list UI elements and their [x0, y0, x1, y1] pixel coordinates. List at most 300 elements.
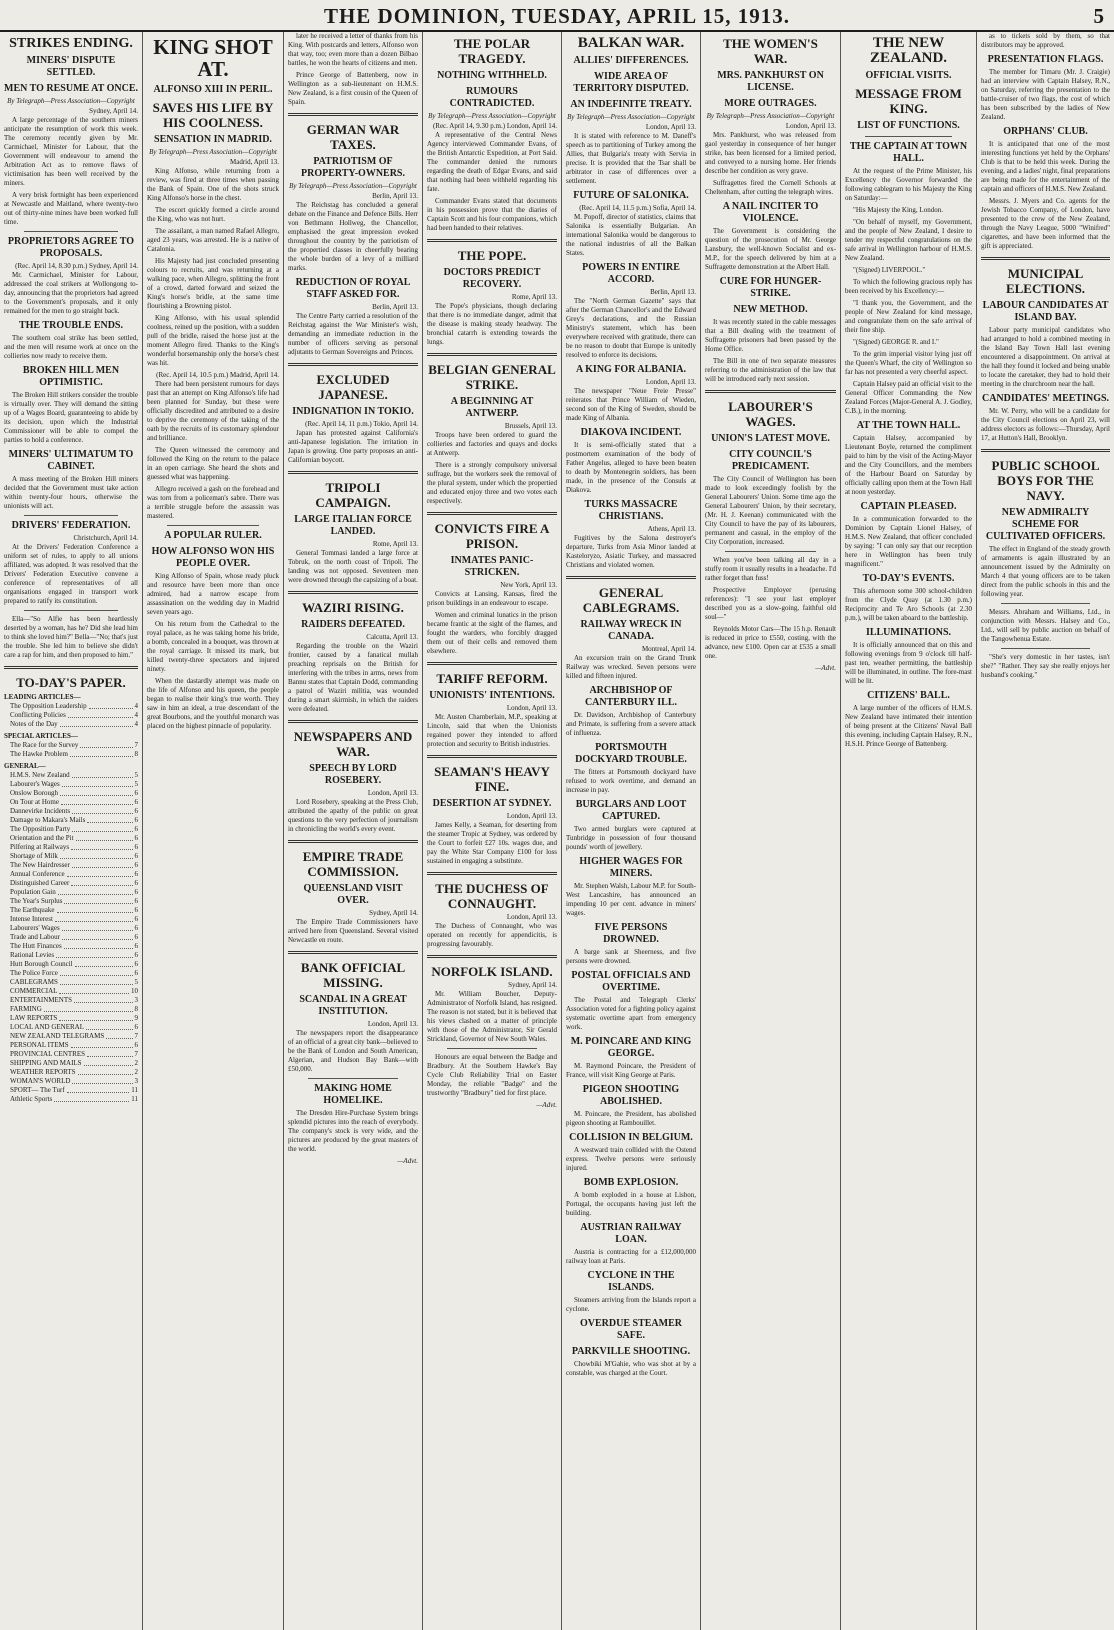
toc-leader — [60, 720, 133, 727]
subhead: FIVE PERSONS DROWNED. — [594, 922, 668, 945]
subhead: COLLISION IN BELGIUM. — [569, 1132, 693, 1143]
divider — [288, 363, 418, 366]
subhead: SENSATION IN MADRID. — [154, 134, 272, 145]
toc-entry-title: Hutt Borough Council — [10, 960, 73, 968]
subhead: CITIZENS' BALL. — [867, 690, 950, 701]
toc-entry — [4, 888, 138, 897]
article-paragraph: Suffragettes fired the Cornell Schools at Cheltenham, after cutting the telegraph wires. — [705, 179, 836, 196]
article-paragraph: It is semi-officially stated that a postmortem examination of the body of Father Angelus, alleged to have been beaten to death by Montenegrin soldiers, has been made, in the presence of the Consuls at Diakova. — [566, 441, 696, 494]
toc-entry — [4, 1041, 138, 1050]
headline-waziri: WAZIRI RISING. — [302, 600, 404, 615]
toc-entry-page: 6 — [134, 933, 138, 941]
subhead: BROKEN HILL MEN OPTIMISTIC. — [22, 365, 120, 388]
headline-todays-paper: TO-DAY'S PAPER. — [16, 675, 126, 690]
article-paragraph: Mr. Stephen Walsh, Labour M.P. for South-West Lancashire, has announced an impending 10 per cent. advance in miners' wages. — [566, 882, 696, 917]
divider — [288, 840, 418, 843]
article-paragraph: M. Raymond Poincare, the President of France, will visit King George at Paris. — [566, 1062, 696, 1079]
headline-the-pope: THE POPE. — [457, 248, 527, 263]
toc-entry-page: 11 — [131, 1095, 138, 1103]
subhead: UNION'S LATEST MOVE. — [711, 433, 830, 444]
toc-entry-title: Damage to Makara's Mails — [10, 816, 86, 824]
toc-entry — [4, 741, 138, 750]
subhead: AN INDEFINITE TREATY. — [570, 99, 692, 110]
toc-leader — [64, 942, 133, 949]
subhead: NEW METHOD. — [733, 304, 808, 315]
toc-entry-title: LAW REPORTS — [10, 1014, 58, 1022]
subhead: PORTSMOUTH DOCKYARD TROUBLE. — [575, 742, 687, 765]
toc-entry — [4, 978, 138, 987]
article-paragraph: The Centre Party carried a resolution of the Reichstag against the War Minister's wish, demanding an immediate reduction in the number of officers serving as personal adjutants to German Sovereigns and Princes. — [288, 312, 418, 356]
toc-leader — [67, 870, 133, 877]
article-paragraph: It is stated with reference to M. Daneff's speech as to partitioning of Turkey among the Allies, that Bulgaria's treaty with Servia in precise. It is provided that the Tsar shall be arbitrator in case of differences over a settlement. — [566, 132, 696, 185]
toc-entry-page: 6 — [134, 825, 138, 833]
toc-entry-page: 6 — [134, 1041, 138, 1049]
subhead: MEN TO RESUME AT ONCE. — [4, 83, 139, 94]
subhead: POWERS IN ENTIRE ACCORD. — [582, 262, 680, 285]
toc-leader — [87, 816, 132, 823]
article-paragraph: This afternoon some 300 school-children from the Clyde Quay (at 1.30 p.m.) Reciprocity and Te Aro Schools (at 2.30 p.m.), will be taken aboard to the battleship. — [845, 587, 972, 622]
article-paragraph: Dr. Davidson, Archbishop of Canterbury and Primate, is suffering from a severe attack of influenza. — [566, 711, 696, 737]
subhead: INMATES PANIC-STRICKEN. — [450, 555, 534, 578]
toc-entry — [4, 1032, 138, 1041]
toc-entry-title: Athletic Sports — [10, 1095, 53, 1103]
subhead: DESERTION AT SYDNEY. — [432, 798, 552, 809]
article-paragraph: King Alfonso, while returning from a review, was fired at three times when passing the Bank of Spain. One of the shots struck King Alfonso's horse in the chest. — [147, 167, 279, 202]
article-paragraph: The City Council of Wellington has been made to look exceedingly foolish by the General Labourers' Union. Some time ago the General Labourers' Union, by their secretary, (Mr. H. J. Keenan) communicated with the City Council to have the pay of its labourers, permanent and casual, in the employ of the City Corporation, increased. — [705, 475, 836, 546]
toc-entry-title: Dannevirke Incidents — [10, 807, 71, 815]
toc-entry — [4, 702, 138, 711]
toc-entry-page: 7 — [134, 1032, 138, 1040]
toc-leader — [71, 879, 132, 886]
toc-entry-title: The Race for the Survey — [10, 741, 79, 749]
article-paragraph: M. Poincare, the President, has abolished pigeon shooting at Rambouillet. — [566, 1110, 696, 1127]
toc-entry — [4, 942, 138, 951]
toc-entry-title: Annual Conference — [10, 870, 65, 878]
article-paragraph: Women and criminal lunatics in the prison became frantic at the sight of the flames, and fought the warders, who forcibly dragged them out of their cells and removed them elsewhere. — [427, 611, 557, 655]
toc-entry-title: Intense Interest — [10, 915, 53, 923]
toc-entry-page: 6 — [134, 915, 138, 923]
toc-entry — [4, 879, 138, 888]
toc-entry-title: PERSONAL ITEMS — [10, 1041, 69, 1049]
toc-entry-title: The Opposition Leadership — [10, 702, 87, 710]
divider — [167, 525, 259, 526]
headline-public-school-boys: PUBLIC SCHOOL BOYS FOR THE NAVY. — [991, 458, 1100, 503]
subhead: BURGLARS AND LOOT CAPTURED. — [575, 799, 687, 822]
toc-entry-title: Shortage of Milk — [10, 852, 58, 860]
toc-leader — [72, 807, 132, 814]
article-paragraph: Japan has protested against California's anti-Japanese legislation. The irritation in Japan is growing. One party proposes an anti-Californian boycott. — [288, 429, 418, 464]
divider — [427, 512, 557, 515]
subhead: NOTHING WITHHELD. — [437, 70, 547, 81]
subhead: DOCTORS PREDICT RECOVERY. — [443, 267, 541, 290]
article-paragraph: A very brisk fortnight has been experienced at Newcastle and Maitland, where twenty-two out of thirty-nine mines have been worked full time. — [4, 191, 138, 226]
toc-list — [4, 771, 138, 978]
dateline: London, April 13. — [367, 1020, 418, 1028]
column-2 — [143, 32, 284, 1630]
toc-entry-title: The Earthquake — [10, 906, 55, 914]
headline-polar-tragedy: THE POLAR TRAGEDY. — [453, 36, 531, 66]
divider — [24, 610, 118, 611]
article-paragraph: An excursion train on the Grand Trunk Railway was wrecked. Seven persons were killed and fifteen injured. — [566, 654, 696, 680]
toc-entry — [4, 996, 138, 1005]
toc-entry-title: SHIPPING AND MAILS — [10, 1059, 82, 1067]
toc-entry-title: ENTERTAINMENTS — [10, 996, 73, 1004]
toc-entry-page: 10 — [131, 987, 138, 995]
toc-leader — [44, 1005, 133, 1012]
toc-entry — [4, 816, 138, 825]
toc-entry-title: LOCAL AND GENERAL — [10, 1023, 85, 1031]
divider — [447, 1048, 537, 1049]
toc-leader — [60, 789, 132, 796]
toc-entry-page: 6 — [134, 798, 138, 806]
toc-entry-title: COMMERCIAL — [10, 987, 58, 995]
subhead: LIST OF FUNCTIONS. — [857, 120, 960, 131]
subhead: CURE FOR HUNGER-STRIKE. — [719, 276, 822, 299]
article-paragraph: Mr. William Boucher, Deputy-Administrator of Norfolk Island, has resigned. The reason is not stated, but it is believed that his views clashed on a matter of principle with those of the Administrator, Sir Gerald Strickland, Governor of New South Wales. — [427, 990, 557, 1043]
toc-leader — [59, 987, 129, 994]
article-paragraph: Mrs. Pankhurst, who was released from gaol yesterday in consequence of her hunger strike, has been licensed for a limited period, and conveyed to a nursing home. Her friends describe her condition as very grave. — [705, 131, 836, 175]
toc-entry — [4, 924, 138, 933]
toc-entry-page: 3 — [134, 996, 138, 1004]
toc-entry-title: Labourer's Wages — [10, 780, 60, 788]
divider — [981, 449, 1110, 452]
toc-entry-title: Population Gain — [10, 888, 56, 896]
subhead: RAILWAY WRECK IN CANADA. — [580, 619, 682, 642]
toc-entry-page: 4 — [134, 711, 138, 719]
toc-entry-title: CABLEGRAMS — [10, 978, 58, 986]
article-paragraph: Lord Rosebery, speaking at the Press Club, attributed the apathy of the public on great questions to the very perfection of journalism in chronicling the world's every event. — [288, 798, 418, 833]
toc-leader — [75, 960, 133, 967]
subhead: SCANDAL IN A GREAT INSTITUTION. — [299, 994, 407, 1017]
article-paragraph: Convicts at Lansing, Kansas, fired the prison buildings in an endeavour to escape. — [427, 590, 557, 607]
toc-entry — [4, 720, 138, 729]
subhead: SPEECH BY LORD ROSEBERY. — [309, 763, 397, 786]
toc-leader — [67, 1086, 130, 1093]
subhead: AT THE TOWN HALL. — [856, 420, 961, 431]
subhead: A NAIL INCITER TO VIOLENCE. — [722, 201, 819, 224]
divider — [427, 755, 557, 758]
dateline: Montreal, April 14. — [641, 645, 696, 653]
divider — [725, 551, 816, 552]
subhead: M. POINCARE AND KING GEORGE. — [570, 1036, 692, 1059]
toc-entry — [4, 798, 138, 807]
article-paragraph: King Alfonso, with his usual splendid coolness, reined up the position, with a sudden pull of the bridle, raised the horse just at the moment Allegro fired. Thanks to the King's wonderful horsemanship only the horse's chest was hit. — [147, 314, 279, 367]
subhead: ILLUMINATIONS. — [865, 627, 952, 638]
headline-bank-official: BANK OFFICIAL MISSING. — [300, 960, 406, 990]
toc-entry-page: 6 — [134, 960, 138, 968]
toc-entry — [4, 906, 138, 915]
subhead: POSTAL OFFICIALS AND OVERTIME. — [571, 970, 691, 993]
subhead: NEW ADMIRALTY SCHEME FOR CULTIVATED OFFICERS. — [985, 507, 1106, 542]
article-paragraph: The Pope's physicians, though declaring that there is no immediate danger, admit that the disease is making steady headway. The bronchial catarrh is extending towards the lungs. — [427, 302, 557, 346]
toc-entry-page: 6 — [134, 951, 138, 959]
article-paragraph: Troops have been ordered to guard the collieries and factories and quays and docks at Antwerp. — [427, 431, 557, 457]
article-paragraph: A westward train collided with the Ostend express. Twelve persons were seriously injured. — [566, 1146, 696, 1172]
article-paragraph: Honours are equal between the Badge and Bradbury. At the Southern Hawke's Bay Cycle Club Reliability Trial on Easter Monday, the reliable "Badge" and the trustworthy "Bradbury" tied for first place. — [427, 1053, 557, 1097]
toc-entry-page: 6 — [134, 852, 138, 860]
article-paragraph: It was recently stated in the cable messages that a Bill dealing with the treatment of Suffragette prisoners had been passed by the Home Office. — [705, 318, 836, 353]
article-paragraph: There is a strongly compulsory universal suffrage, but the workers seek the removal of the plural system, under which the propertied and educated enjoy three and two votes each respectively. — [427, 461, 557, 505]
toc-leader — [60, 978, 133, 985]
subhead: A POPULAR RULER. — [164, 530, 262, 541]
toc-entry-page: 7 — [134, 1050, 138, 1058]
toc-entry-page: 6 — [134, 906, 138, 914]
toc-entry — [4, 711, 138, 720]
toc-leader — [74, 996, 132, 1003]
divider — [427, 955, 557, 958]
article-paragraph: The Duchess of Connaught, who was operated on recently for appendicitis, is progressing favourably. — [427, 922, 557, 948]
toc-section: LEADING ARTICLES— — [4, 693, 81, 701]
subhead: RUMOURS CONTRADICTED. — [449, 86, 535, 109]
subhead: CANDIDATES' MEETINGS. — [981, 393, 1110, 404]
article-paragraph: It is anticipated that one of the most interesting functions yet held by the Orphans' Club is that to be held this week. During the evening, and a ladies' night, final preparations are being made for the entertainment of the captain and officers of H.M.S. New Zealand. — [981, 140, 1110, 193]
dateline: London, April 13. — [645, 378, 696, 386]
toc-list — [4, 978, 138, 1104]
divider — [705, 390, 836, 393]
toc-entry-title: WOMAN'S WORLD — [10, 1077, 71, 1085]
subhead: DIAKOVA INCIDENT. — [580, 427, 682, 438]
subhead: MESSAGE FROM KING. — [855, 86, 962, 116]
toc-leader — [84, 1059, 133, 1066]
subhead: WIDE AREA OF TERRITORY DISPUTED. — [573, 71, 689, 94]
toc-entry-page: 6 — [134, 789, 138, 797]
toc-entry-page: 6 — [134, 861, 138, 869]
headline-empire-trade: EMPIRE TRADE COMMISSION. — [302, 849, 404, 879]
toc-entry — [4, 1059, 138, 1068]
article-paragraph: To which the following gracious reply has been received by his Excellency:— — [845, 278, 972, 295]
column-5 — [562, 32, 701, 1630]
divider — [1001, 648, 1090, 649]
divider — [308, 1078, 398, 1079]
subhead: OFFICIAL VISITS. — [865, 70, 952, 81]
dateline: (Rec. April 14, 11.5 p.m.) Sofia, April 14. — [579, 204, 696, 212]
toc-entry-page: 5 — [134, 771, 138, 779]
toc-entry — [4, 771, 138, 780]
toc-entry — [4, 1023, 138, 1032]
headline-strikes: STRIKES ENDING. — [9, 36, 133, 51]
toc-entry-page: 9 — [134, 1014, 138, 1022]
toc-entry — [4, 897, 138, 906]
article-paragraph: A mass meeting of the Broken Hill miners decided that the Government must take action within twenty-four hours, otherwise the unionists will act. — [4, 475, 138, 510]
subhead: DRIVERS' FEDERATION. — [11, 520, 131, 531]
dateline: London, April 13. — [785, 122, 836, 130]
toc-entry — [4, 969, 138, 978]
toc-leader — [71, 843, 132, 850]
article-paragraph: King Alfonso of Spain, whose ready pluck and resource have been more than once admired, had a narrow escape from assassination on the wedding day in Madrid seven years ago. — [147, 572, 279, 616]
subhead: PROPRIETORS AGREE TO PROPOSALS. — [7, 236, 135, 259]
dateline: Rome, April 13. — [511, 293, 557, 301]
column-1 — [0, 32, 143, 1630]
toc-leader — [80, 741, 132, 748]
subhead: LARGE ITALIAN FORCE LANDED. — [294, 514, 412, 537]
toc-entry-page: 4 — [134, 702, 138, 710]
article-paragraph: The Queen witnessed the ceremony and followed the King on the return to the palace in an open carriage. She heard the shots and guessed what was happening. — [147, 446, 279, 481]
headline-convicts-fire: CONVICTS FIRE A PRISON. — [434, 521, 550, 551]
toc-entry-page: 6 — [134, 807, 138, 815]
toc-section: GENERAL— — [4, 762, 46, 770]
article-paragraph: later he received a letter of thanks from his King. With postcards and letters, Alfonso won that way, too; even more than a dozen Bilbao battles, he won the hearts of citizens and men. — [288, 32, 418, 67]
article-paragraph: Mr. W. Perry, who will be a candidate for the City Council elections on April 23, will address electors as follows:—Thursday, April 17, at Hutton's Hall, Brooklyn. — [981, 407, 1110, 442]
article-paragraph: Ella—"So Alfie has been heartlessly deserted by a woman, has he? Did she lead him to think she loved him?" Bella—"No; that's just the trouble. She led him to believe she didn't care a rap for him, and then proposed to him." — [4, 615, 138, 659]
headline-king-shot: KING SHOT AT. — [153, 35, 273, 81]
article-paragraph: "His Majesty the King, London. — [853, 206, 943, 214]
toc-leader — [70, 750, 133, 757]
article-paragraph: The Reichstag has concluded a general debate on the Finance and Defence Bills. Herr von Bethmann Hollweg, the Chancellor, emphasised the great impression evoked throughout the country by the patriotism of the propertied classes in cheerfully bearing the whole burden of a levy of a milliard marks. — [288, 201, 418, 272]
headline-tripoli: TRIPOLI CAMPAIGN. — [315, 480, 391, 510]
article-paragraph: A large number of the officers of H.M.S. New Zealand have intimated their intention of being present at the Citizens' Naval Ball this evening, including Captain Halsey, R.N., H.S.H. Prince George of Battenberg. — [845, 704, 972, 748]
dateline: (Rec. April 14, 9.30 p.m.) London, April 14. — [432, 122, 557, 130]
toc-entry-title: NEW ZEALAND TELEGRAMS — [10, 1032, 105, 1040]
toc-section: SPECIAL ARTICLES— — [4, 732, 78, 740]
toc-leader — [59, 1014, 132, 1021]
article-paragraph: Mr. Austen Chamberlain, M.P., speaking at Lincoln, said that when the Unionists regained power they intended to afford protection and security to British industries. — [427, 713, 557, 748]
toc-entry-title: WEATHER REPORTS — [10, 1068, 76, 1076]
article-paragraph: Chowbiki M'Gahie, who was shot at by a constable, was charged at the Court. — [566, 1360, 696, 1377]
toc-leader — [89, 702, 133, 709]
toc-leader — [71, 1041, 133, 1048]
toc-entry — [4, 951, 138, 960]
divider — [427, 353, 557, 356]
toc-entry-page: 6 — [134, 888, 138, 896]
headline-labourers-wages: LABOURER'S WAGES. — [728, 399, 813, 429]
toc-entry-title: Conflicting Policies — [10, 711, 66, 719]
article-paragraph: The assailant, a man named Rafael Allegro, aged 23 years, was arrested. He is a native of Catalonia. — [147, 227, 279, 253]
headline-tariff-reform: TARIFF REFORM. — [436, 671, 548, 686]
toc-leader — [87, 1050, 133, 1057]
toc-entry-title: The Police Force — [10, 969, 58, 977]
dateline: Berlin, April 13. — [372, 303, 418, 311]
toc-entry — [4, 1068, 138, 1077]
toc-entry — [4, 1095, 138, 1104]
subhead: RAIDERS DEFEATED. — [301, 619, 405, 630]
article-paragraph: There had been persistent rumours for days past that an attempt on King Alfonso's life had been planned for Sunday, but these were officially discredited and attributed to a desire to deprive the ceremony of the taking of the oath by the recruits of its customary splendour and brilliance. — [147, 380, 279, 442]
article-paragraph: The southern coal strike has been settled, and the men will resume work at once on the collieries now ready to receive them. — [4, 334, 138, 360]
article-paragraph: The member for Timaru (Mr. J. Craigie) had an interview with Captain Halsey, R.N., on Saturday, referring the presentation to the battle-cruiser of two flags, the cost of which has been subscribed by the ladies of New Zealand. — [981, 68, 1110, 121]
toc-leader — [68, 711, 133, 718]
byline: By Telegraph—Press Association—Copyright — [428, 112, 556, 120]
toc-leader — [76, 834, 133, 841]
subhead: REDUCTION OF ROYAL STAFF ASKED FOR. — [295, 277, 411, 300]
toc-entry — [4, 789, 138, 798]
article-paragraph: The Government is considering the question of the prosecution of Mr. George Lansbury, the well-known Socialist and ex-M.P., for the speech delivered by him at a Suffragette demonstration at the Albert Hall. — [705, 227, 836, 271]
subhead: TURKS MASSACRE CHRISTIANS. — [584, 499, 678, 522]
divider — [981, 257, 1110, 260]
byline: By Telegraph—Press Association—Copyright — [567, 113, 695, 121]
toc-entry-title: Onslow Borough — [10, 789, 59, 797]
divider — [288, 720, 418, 723]
toc-list — [4, 741, 138, 759]
subhead: ARCHBISHOP OF CANTERBURY ILL. — [584, 685, 678, 708]
divider — [288, 591, 418, 594]
subhead: MINERS' ULTIMATUM TO CABINET. — [8, 449, 134, 472]
toc-entry — [4, 750, 138, 759]
dateline: London, April 13. — [506, 913, 557, 921]
subhead: UNIONISTS' INTENTIONS. — [429, 690, 555, 701]
toc-leader — [78, 1068, 133, 1075]
byline: By Telegraph—Press Association—Copyright — [706, 112, 835, 120]
subhead: LABOUR CANDIDATES AT ISLAND BAY. — [982, 300, 1109, 323]
column-6 — [701, 32, 841, 1630]
dateline: Brussels, April 13. — [504, 422, 557, 430]
toc-entry-page: 5 — [134, 978, 138, 986]
divider — [24, 515, 118, 516]
headline-excluded-japanese: EXCLUDED JAPANESE. — [316, 372, 390, 402]
article-paragraph: The newspaper "Neue Freie Presse" reiterates that Prince William of Wieden, second son of the King of Sweden, should be made King of Albania. — [566, 387, 696, 422]
toc-entry-page: 6 — [134, 816, 138, 824]
dateline: London, April 13. — [506, 704, 557, 712]
article-paragraph: Allegro received a gash on the forehead and was torn from a policeman's sabre. There was a terrible struggle before the assassin was mastered. — [147, 485, 279, 520]
page-number: 5 — [1093, 4, 1104, 28]
column-4 — [423, 32, 562, 1630]
article-paragraph: Austria is contracting for a £12,000,000 railway loan at Paris. — [566, 1248, 696, 1265]
article-paragraph: James Kelly, a Seaman, for deserting from the steamer Tropic at Sydney, was ordered by the Court to forfeit £27 10s. wages due, and pay the White Star Company £100 for loss sustained in engaging a substitute. — [427, 821, 557, 865]
newspaper-title: THE DOMINION, TUESDAY, APRIL 15, 1913. — [323, 4, 791, 28]
toc-leader — [62, 933, 133, 940]
toc-entry-title: Orientation and the Pit — [10, 834, 74, 842]
article-paragraph: as to tickets sold by them, so that distributors may be approved. — [981, 32, 1110, 49]
subhead: MRS. PANKHURST ON LICENSE. — [717, 70, 824, 93]
article-paragraph: The fitters at Portsmouth dockyard have refused to work overtime, and demand an increase in pay. — [566, 768, 696, 794]
article-paragraph: A large percentage of the southern miners anticipate the resumption of work this week. The ceremony recently given by Mr. Carmichael, Minister for Labour, that the Government will endeavour to amend the Arbitration Act as to remove flaws of victimisation has been well received by the miners. — [4, 116, 138, 187]
toc-entry-page: 6 — [134, 843, 138, 851]
subhead: CITY COUNCIL'S PREDICAMENT. — [729, 449, 812, 472]
toc-leader — [60, 969, 133, 976]
subhead: MORE OUTRAGES. — [724, 98, 817, 109]
headline-municipal-elections: MUNICIPAL ELECTIONS. — [1005, 266, 1086, 296]
headline-newspapers-war: NEWSPAPERS AND WAR. — [293, 729, 413, 759]
toc-entry-title: Distinguished Career — [10, 879, 70, 887]
subhead: A BEGINNING AT ANTWERP. — [450, 396, 534, 419]
article-paragraph: "(Signed) GEORGE R. and I." — [853, 338, 939, 346]
article-paragraph: At the request of the Prime Minister, his Excellency the Governor forwarded the following cablegram to his Majesty the King on Saturday:— — [845, 167, 972, 202]
subhead: FUTURE OF SALONIKA. — [573, 190, 689, 201]
article-paragraph: The newspapers report the disappearance of an official of a great city bank—believed to be the Bank of London and South American, Algerian, and Hudson Bay Bank—with £50,000. — [288, 1029, 418, 1073]
dateline: Berlin, April 13. — [372, 192, 418, 200]
article-paragraph: The Bill in one of two separate measures referring to the administration of the law that will be introduced early next session. — [705, 357, 836, 383]
subhead: A KING FOR ALBANIA. — [575, 364, 686, 375]
byline: By Telegraph—Press Association—Copyright — [289, 182, 417, 190]
dateline: (Rec. April 14, 8.30 p.m.) Sydney, April 14. — [15, 262, 138, 270]
dateline: Athens, April 13. — [647, 525, 696, 533]
toc-entry-title: The New Hairdresser — [10, 861, 70, 869]
article-paragraph: "(Signed) LIVERPOOL." — [853, 266, 926, 274]
divider — [427, 239, 557, 242]
divider — [566, 576, 696, 579]
toc-leader — [72, 861, 133, 868]
article-paragraph: Prince George of Battenberg, now in Wellington as a sub-lieutenant on H.M.S. New Zealand, is a first cousin of the Queen of Spain. — [288, 71, 418, 106]
article-paragraph: In a communication forwarded to the Dominion by Captain Lionel Halsey, of H.M.S. New Zealand, that officer concluded by saying: "I can only say that our reception here in Wellington has been truly magnificent." — [845, 515, 972, 568]
subhead: OVERDUE STEAMER SAFE. — [580, 1318, 682, 1341]
subhead: HOW ALFONSO WON HIS PEOPLE OVER. — [151, 546, 275, 569]
article-paragraph: The effect in England of the steady growth of armaments is again illustrated by an announcement issued by the Admiralty on March 4 that young officers are to be taken direct from the public schools in this and the following year. — [981, 545, 1110, 598]
toc-entry-title: Trade and Labour — [10, 933, 60, 941]
article-paragraph: The "North German Gazette" says that after the German Chancellor's and the Edward Grey's declarations, and the Russian Ministry's statement, which has been everywhere received with gratitude, there can be no reason to doubt that Europe is unitedly resolved to enforce its decisions. — [566, 297, 696, 359]
toc-entry-title: FARMING — [10, 1005, 42, 1013]
headline-german-war-taxes: GERMAN WAR TAXES. — [306, 122, 400, 152]
toc-entry-page: 6 — [134, 924, 138, 932]
subhead: INDIGNATION IN TOKIO. — [292, 406, 414, 417]
headline-seamans-fine: SEAMAN'S HEAVY FINE. — [434, 764, 550, 794]
article-paragraph: When the dastardly attempt was made on the life of Alfonso and his queen, the people began to realise their king's true worth. They saw in him an ideal, a true descendant of the great Bourbons, and the youthful monarch was placed on the highest pinnacle of popularity. — [147, 677, 279, 730]
toc-leader — [62, 780, 133, 787]
toc-entry — [4, 834, 138, 843]
subhead: SAVES HIS LIFE BY HIS COOLNESS. — [152, 100, 274, 130]
article-paragraph: Messrs. Abraham and Williams, Ltd., in conjunction with Messrs. Halsey and Co., Ltd., will sell by public auction on behalf of the Tangowhenua Estate. — [981, 608, 1110, 643]
toc-entry — [4, 1005, 138, 1014]
toc-leader — [72, 825, 132, 832]
toc-entry — [4, 960, 138, 969]
advert-mark: —Advt. — [536, 1101, 557, 1109]
